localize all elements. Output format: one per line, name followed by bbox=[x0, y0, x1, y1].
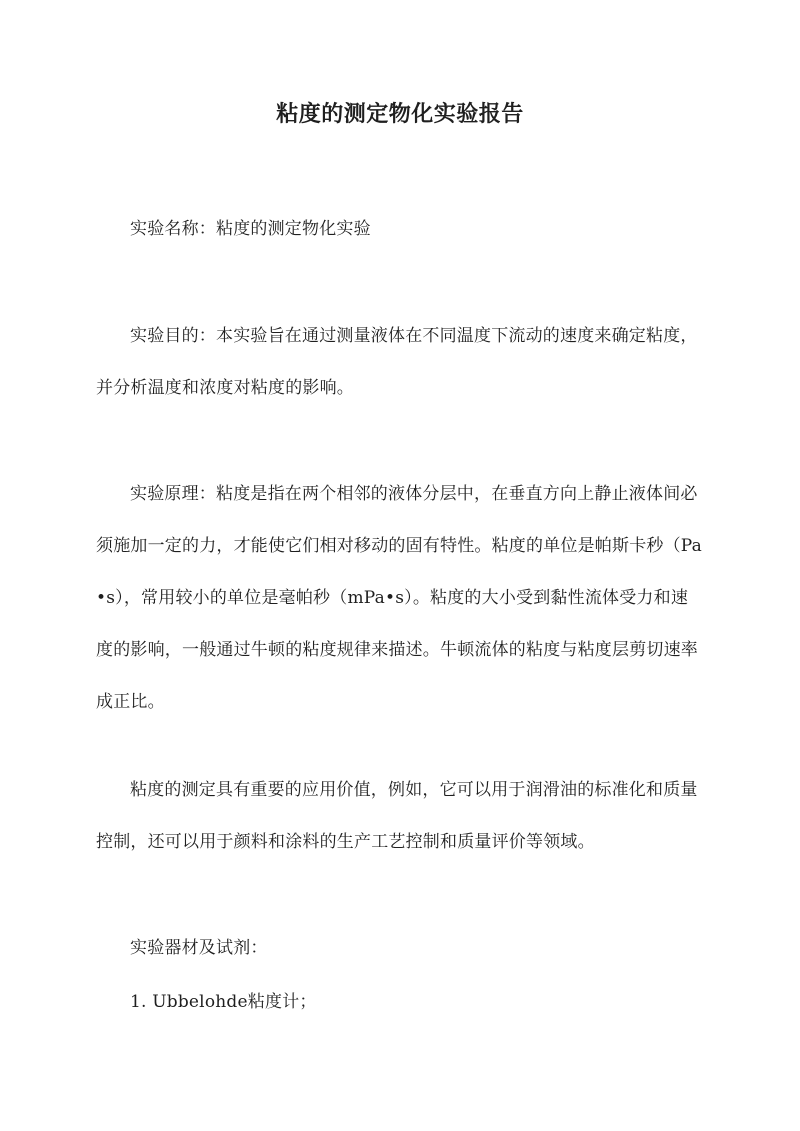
paragraph-experiment-principle: 实验原理：粘度是指在两个相邻的液体分层中，在垂直方向上静止液体间必须施加一定的力，才能使它们相对移动的固有特性。粘度的单位是帕斯卡秒（Pa•s），常用较小的单位是毫帕秒（mPa•s）。粘度的大小受到黏性流体受力和速度的影响，一般通过牛顿的粘度规律来描述。牛顿流体的粘度与粘度层剪切速率成正比。 bbox=[96, 484, 703, 712]
paragraph-equipment-heading: 实验器材及试剂： bbox=[130, 938, 268, 958]
document-title: 粘度的测定物化实验报告 bbox=[276, 101, 524, 127]
paragraph-experiment-name: 实验名称：粘度的测定物化实验 bbox=[130, 219, 371, 239]
paragraph-equipment-item-1: 1. Ubbelohde粘度计； bbox=[130, 992, 317, 1012]
paragraph-application-value: 粘度的测定具有重要的应用价值，例如，它可以用于润滑油的标准化和质量控制，还可以用于颜料和涂料的生产工艺控制和质量评价等领域。 bbox=[96, 780, 698, 852]
paragraph-experiment-purpose: 实验目的：本实验旨在通过测量液体在不同温度下流动的速度来确定粘度，并分析温度和浓度对粘度的影响。 bbox=[96, 326, 698, 398]
